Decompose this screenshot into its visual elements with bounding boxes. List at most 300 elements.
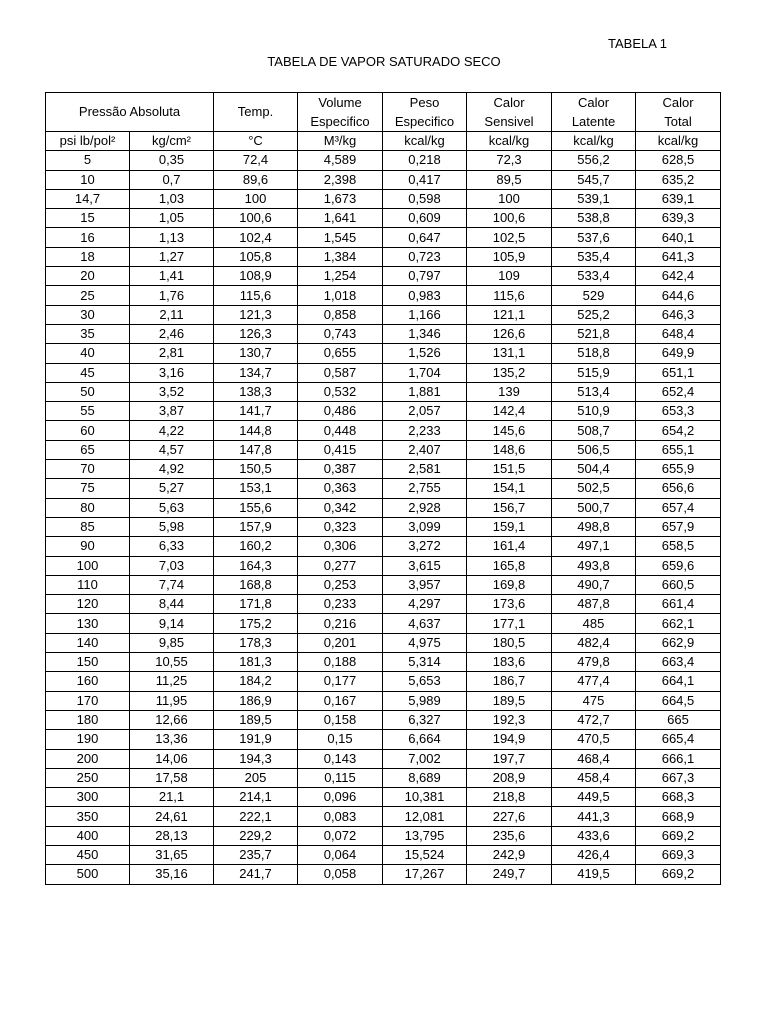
table-cell: 17,58	[130, 768, 214, 787]
table-row	[46, 614, 721, 633]
table-cell: 664,5	[636, 691, 721, 710]
table-row	[46, 633, 721, 652]
header-calor-latente-line1: Calor	[552, 93, 636, 113]
table-cell: 186,9	[214, 691, 298, 710]
table-cell: 131,1	[467, 344, 552, 363]
table-cell: 171,8	[214, 595, 298, 614]
table-cell: 0,201	[298, 633, 383, 652]
table-cell: 2,233	[383, 421, 467, 440]
table-cell: 0,35	[130, 151, 214, 170]
table-cell: 105,9	[467, 247, 552, 266]
table-cell: 669,2	[636, 826, 721, 845]
table-cell: 190	[46, 730, 130, 749]
table-cell: 121,3	[214, 305, 298, 324]
table-cell: 40	[46, 344, 130, 363]
table-cell: 0,363	[298, 479, 383, 498]
table-cell: 173,6	[467, 595, 552, 614]
table-row	[46, 710, 721, 729]
page-label: TABELA 1	[608, 36, 668, 51]
table-cell: 180	[46, 710, 130, 729]
table-cell: 134,7	[214, 363, 298, 382]
table-row	[46, 826, 721, 845]
table-cell: 646,3	[636, 305, 721, 324]
table-cell: 539,1	[552, 189, 636, 208]
table-cell: 6,327	[383, 710, 467, 729]
header-calor-sensivel-line1: Calor	[467, 93, 552, 113]
table-cell: 556,2	[552, 151, 636, 170]
table-cell: 168,8	[214, 575, 298, 594]
table-cell: 4,975	[383, 633, 467, 652]
table-cell: 7,74	[130, 575, 214, 594]
table-cell: 10	[46, 170, 130, 189]
table-cell: 0,233	[298, 595, 383, 614]
table-cell: 250	[46, 768, 130, 787]
table-cell: 537,6	[552, 228, 636, 247]
table-cell: 468,4	[552, 749, 636, 768]
table-cell: 7,002	[383, 749, 467, 768]
table-cell: 639,1	[636, 189, 721, 208]
table-cell: 0,115	[298, 768, 383, 787]
table-cell: 504,4	[552, 460, 636, 479]
table-cell: 0,655	[298, 344, 383, 363]
table-cell: 450	[46, 845, 130, 864]
units-row	[46, 132, 721, 151]
table-cell: 1,27	[130, 247, 214, 266]
table-row	[46, 189, 721, 208]
table-body	[46, 93, 721, 885]
table-row	[46, 730, 721, 749]
table-cell: 4,637	[383, 614, 467, 633]
table-cell: 0,587	[298, 363, 383, 382]
table-cell: 126,6	[467, 324, 552, 343]
table-cell: 515,9	[552, 363, 636, 382]
table-row	[46, 672, 721, 691]
table-cell: 175,2	[214, 614, 298, 633]
table-cell: 0,058	[298, 865, 383, 884]
table-cell: 154,1	[467, 479, 552, 498]
header-calor-sensivel-line2: Sensivel	[467, 112, 552, 132]
table-row	[46, 845, 721, 864]
table-cell: 85	[46, 517, 130, 536]
table-cell: 105,8	[214, 247, 298, 266]
table-row	[46, 788, 721, 807]
table-row	[46, 382, 721, 401]
table-row	[46, 479, 721, 498]
table-cell: 180,5	[467, 633, 552, 652]
unit-cell: M³/kg	[298, 132, 383, 151]
table-cell: 668,9	[636, 807, 721, 826]
table-cell: 0,7	[130, 170, 214, 189]
table-cell: 153,1	[214, 479, 298, 498]
table-cell: 472,7	[552, 710, 636, 729]
table-row	[46, 421, 721, 440]
table-cell: 192,3	[467, 710, 552, 729]
steam-table	[45, 92, 721, 885]
table-cell: 400	[46, 826, 130, 845]
table-row	[46, 768, 721, 787]
table-cell: 235,7	[214, 845, 298, 864]
table-cell: 0,983	[383, 286, 467, 305]
table-cell: 0,306	[298, 537, 383, 556]
table-cell: 140	[46, 633, 130, 652]
table-row	[46, 653, 721, 672]
table-cell: 194,9	[467, 730, 552, 749]
table-cell: 0,177	[298, 672, 383, 691]
table-cell: 1,166	[383, 305, 467, 324]
table-cell: 669,3	[636, 845, 721, 864]
table-cell: 155,6	[214, 498, 298, 517]
table-row	[46, 807, 721, 826]
table-row	[46, 402, 721, 421]
table-cell: 0,323	[298, 517, 383, 536]
table-cell: 518,8	[552, 344, 636, 363]
table-cell: 5,98	[130, 517, 214, 536]
table-cell: 644,6	[636, 286, 721, 305]
table-cell: 189,5	[214, 710, 298, 729]
table-cell: 1,76	[130, 286, 214, 305]
table-cell: 15	[46, 209, 130, 228]
table-cell: 208,9	[467, 768, 552, 787]
table-cell: 4,57	[130, 440, 214, 459]
table-cell: 653,3	[636, 402, 721, 421]
table-cell: 12,66	[130, 710, 214, 729]
table-cell: 475	[552, 691, 636, 710]
table-cell: 655,1	[636, 440, 721, 459]
table-cell: 651,1	[636, 363, 721, 382]
table-cell: 12,081	[383, 807, 467, 826]
table-cell: 487,8	[552, 595, 636, 614]
table-cell: 506,5	[552, 440, 636, 459]
table-row	[46, 460, 721, 479]
table-cell: 10,381	[383, 788, 467, 807]
table-cell: 159,1	[467, 517, 552, 536]
table-cell: 1,03	[130, 189, 214, 208]
table-cell: 3,272	[383, 537, 467, 556]
table-cell: 1,018	[298, 286, 383, 305]
table-cell: 0,532	[298, 382, 383, 401]
table-cell: 508,7	[552, 421, 636, 440]
table-cell: 100,6	[214, 209, 298, 228]
unit-cell: kcal/kg	[383, 132, 467, 151]
table-row	[46, 170, 721, 189]
table-cell: 666,1	[636, 749, 721, 768]
table-cell: 1,05	[130, 209, 214, 228]
table-cell: 4,589	[298, 151, 383, 170]
table-cell: 658,5	[636, 537, 721, 556]
table-cell: 165,8	[467, 556, 552, 575]
table-cell: 0,417	[383, 170, 467, 189]
table-cell: 139	[467, 382, 552, 401]
table-cell: 90	[46, 537, 130, 556]
table-cell: 662,9	[636, 633, 721, 652]
header-temp: Temp.	[214, 93, 298, 132]
table-cell: 649,9	[636, 344, 721, 363]
table-cell: 0,218	[383, 151, 467, 170]
table-cell: 30	[46, 305, 130, 324]
table-cell: 3,16	[130, 363, 214, 382]
table-cell: 500	[46, 865, 130, 884]
table-cell: 142,4	[467, 402, 552, 421]
table-cell: 25	[46, 286, 130, 305]
table-cell: 0,277	[298, 556, 383, 575]
table-cell: 0,609	[383, 209, 467, 228]
table-cell: 502,5	[552, 479, 636, 498]
table-cell: 156,7	[467, 498, 552, 517]
table-cell: 14,7	[46, 189, 130, 208]
table-cell: 50	[46, 382, 130, 401]
table-cell: 479,8	[552, 653, 636, 672]
table-cell: 1,641	[298, 209, 383, 228]
table-cell: 205	[214, 768, 298, 787]
table-cell: 100	[467, 189, 552, 208]
table-cell: 229,2	[214, 826, 298, 845]
table-row	[46, 344, 721, 363]
table-cell: 181,3	[214, 653, 298, 672]
table-row	[46, 749, 721, 768]
table-cell: 656,6	[636, 479, 721, 498]
table-cell: 628,5	[636, 151, 721, 170]
table-cell: 1,881	[383, 382, 467, 401]
page-title: TABELA DE VAPOR SATURADO SECO	[267, 54, 501, 69]
table-cell: 164,3	[214, 556, 298, 575]
table-cell: 160,2	[214, 537, 298, 556]
table-cell: 249,7	[467, 865, 552, 884]
table-row	[46, 865, 721, 884]
table-cell: 100	[46, 556, 130, 575]
table-cell: 1,526	[383, 344, 467, 363]
table-cell: 6,33	[130, 537, 214, 556]
table-cell: 21,1	[130, 788, 214, 807]
table-cell: 0,143	[298, 749, 383, 768]
table-cell: 665,4	[636, 730, 721, 749]
table-cell: 0,858	[298, 305, 383, 324]
table-cell: 45	[46, 363, 130, 382]
table-cell: 11,95	[130, 691, 214, 710]
table-cell: 227,6	[467, 807, 552, 826]
table-cell: 191,9	[214, 730, 298, 749]
table-cell: 0,723	[383, 247, 467, 266]
header-volume-line1: Volume	[298, 93, 383, 113]
table-cell: 10,55	[130, 653, 214, 672]
table-row	[46, 209, 721, 228]
table-cell: 151,5	[467, 460, 552, 479]
unit-cell: kcal/kg	[552, 132, 636, 151]
table-cell: 11,25	[130, 672, 214, 691]
table-cell: 497,1	[552, 537, 636, 556]
table-cell: 120	[46, 595, 130, 614]
table-cell: 0,743	[298, 324, 383, 343]
table-row	[46, 575, 721, 594]
table-cell: 477,4	[552, 672, 636, 691]
header-peso-line1: Peso	[383, 93, 467, 113]
unit-cell: °C	[214, 132, 298, 151]
table-cell: 145,6	[467, 421, 552, 440]
table-cell: 35,16	[130, 865, 214, 884]
table-cell: 214,1	[214, 788, 298, 807]
table-cell: 669,2	[636, 865, 721, 884]
table-cell: 419,5	[552, 865, 636, 884]
table-cell: 0,342	[298, 498, 383, 517]
table-cell: 65	[46, 440, 130, 459]
table-cell: 218,8	[467, 788, 552, 807]
table-cell: 108,9	[214, 267, 298, 286]
table-cell: 0,253	[298, 575, 383, 594]
table-cell: 5,27	[130, 479, 214, 498]
table-cell: 109	[467, 267, 552, 286]
table-cell: 200	[46, 749, 130, 768]
table-cell: 222,1	[214, 807, 298, 826]
table-cell: 4,22	[130, 421, 214, 440]
header-calor-total-line1: Calor	[636, 93, 721, 113]
table-cell: 2,755	[383, 479, 467, 498]
table-cell: 130,7	[214, 344, 298, 363]
unit-cell: kcal/kg	[636, 132, 721, 151]
table-cell: 0,387	[298, 460, 383, 479]
table-cell: 15,524	[383, 845, 467, 864]
table-cell: 80	[46, 498, 130, 517]
table-cell: 662,1	[636, 614, 721, 633]
table-cell: 300	[46, 788, 130, 807]
table-cell: 2,581	[383, 460, 467, 479]
table-cell: 150	[46, 653, 130, 672]
table-row	[46, 247, 721, 266]
table-cell: 235,6	[467, 826, 552, 845]
table-cell: 513,4	[552, 382, 636, 401]
table-cell: 184,2	[214, 672, 298, 691]
table-cell: 538,8	[552, 209, 636, 228]
table-cell: 183,6	[467, 653, 552, 672]
table-row	[46, 228, 721, 247]
table-cell: 498,8	[552, 517, 636, 536]
table-cell: 0,096	[298, 788, 383, 807]
header-pressao: Pressão Absoluta	[46, 93, 214, 132]
table-cell: 500,7	[552, 498, 636, 517]
table-row	[46, 537, 721, 556]
table-cell: 545,7	[552, 170, 636, 189]
table-cell: 657,4	[636, 498, 721, 517]
table-cell: 189,5	[467, 691, 552, 710]
table-cell: 667,3	[636, 768, 721, 787]
table-cell: 20	[46, 267, 130, 286]
table-cell: 5,63	[130, 498, 214, 517]
table-cell: 648,4	[636, 324, 721, 343]
table-cell: 157,9	[214, 517, 298, 536]
table-cell: 5	[46, 151, 130, 170]
table-cell: 0,158	[298, 710, 383, 729]
table-cell: 6,664	[383, 730, 467, 749]
table-cell: 659,6	[636, 556, 721, 575]
table-cell: 0,167	[298, 691, 383, 710]
table-cell: 0,448	[298, 421, 383, 440]
table-cell: 661,4	[636, 595, 721, 614]
table-cell: 0,598	[383, 189, 467, 208]
table-cell: 16	[46, 228, 130, 247]
table-cell: 660,5	[636, 575, 721, 594]
table-cell: 510,9	[552, 402, 636, 421]
table-cell: 652,4	[636, 382, 721, 401]
table-cell: 3,957	[383, 575, 467, 594]
table-cell: 1,13	[130, 228, 214, 247]
table-cell: 4,297	[383, 595, 467, 614]
table-cell: 525,2	[552, 305, 636, 324]
table-cell: 18	[46, 247, 130, 266]
table-cell: 89,5	[467, 170, 552, 189]
table-cell: 5,653	[383, 672, 467, 691]
table-cell: 0,486	[298, 402, 383, 421]
table-cell: 70	[46, 460, 130, 479]
table-cell: 148,6	[467, 440, 552, 459]
table-cell: 665	[636, 710, 721, 729]
table-cell: 521,8	[552, 324, 636, 343]
table-cell: 5,314	[383, 653, 467, 672]
table-cell: 186,7	[467, 672, 552, 691]
table-cell: 115,6	[214, 286, 298, 305]
header-volume-line2: Especifico	[298, 112, 383, 132]
table-cell: 178,3	[214, 633, 298, 652]
table-cell: 2,81	[130, 344, 214, 363]
table-cell: 177,1	[467, 614, 552, 633]
table-cell: 2,398	[298, 170, 383, 189]
table-cell: 0,083	[298, 807, 383, 826]
table-cell: 642,4	[636, 267, 721, 286]
table-cell: 102,5	[467, 228, 552, 247]
table-cell: 169,8	[467, 575, 552, 594]
table-cell: 490,7	[552, 575, 636, 594]
table-cell: 2,057	[383, 402, 467, 421]
table-cell: 7,03	[130, 556, 214, 575]
table-cell: 641,3	[636, 247, 721, 266]
table-cell: 441,3	[552, 807, 636, 826]
table-cell: 8,689	[383, 768, 467, 787]
table-cell: 160	[46, 672, 130, 691]
table-cell: 135,2	[467, 363, 552, 382]
table-cell: 100	[214, 189, 298, 208]
table-cell: 654,2	[636, 421, 721, 440]
table-row	[46, 305, 721, 324]
table-cell: 535,4	[552, 247, 636, 266]
table-cell: 13,36	[130, 730, 214, 749]
table-cell: 9,85	[130, 633, 214, 652]
table-cell: 2,11	[130, 305, 214, 324]
table-cell: 533,4	[552, 267, 636, 286]
table-row	[46, 691, 721, 710]
table-cell: 0,216	[298, 614, 383, 633]
table-cell: 121,1	[467, 305, 552, 324]
table-cell: 1,384	[298, 247, 383, 266]
table-cell: 102,4	[214, 228, 298, 247]
table-cell: 350	[46, 807, 130, 826]
table-cell: 2,407	[383, 440, 467, 459]
table-row	[46, 517, 721, 536]
table-cell: 28,13	[130, 826, 214, 845]
table-row	[46, 595, 721, 614]
table-cell: 170	[46, 691, 130, 710]
table-cell: 0,072	[298, 826, 383, 845]
table-cell: 13,795	[383, 826, 467, 845]
table-cell: 89,6	[214, 170, 298, 189]
table-cell: 242,9	[467, 845, 552, 864]
table-cell: 72,4	[214, 151, 298, 170]
table-cell: 115,6	[467, 286, 552, 305]
table-cell: 433,6	[552, 826, 636, 845]
table-cell: 24,61	[130, 807, 214, 826]
table-cell: 470,5	[552, 730, 636, 749]
table-cell: 0,647	[383, 228, 467, 247]
table-cell: 635,2	[636, 170, 721, 189]
header-calor-total-line2: Total	[636, 112, 721, 132]
table-cell: 110	[46, 575, 130, 594]
table-cell: 60	[46, 421, 130, 440]
